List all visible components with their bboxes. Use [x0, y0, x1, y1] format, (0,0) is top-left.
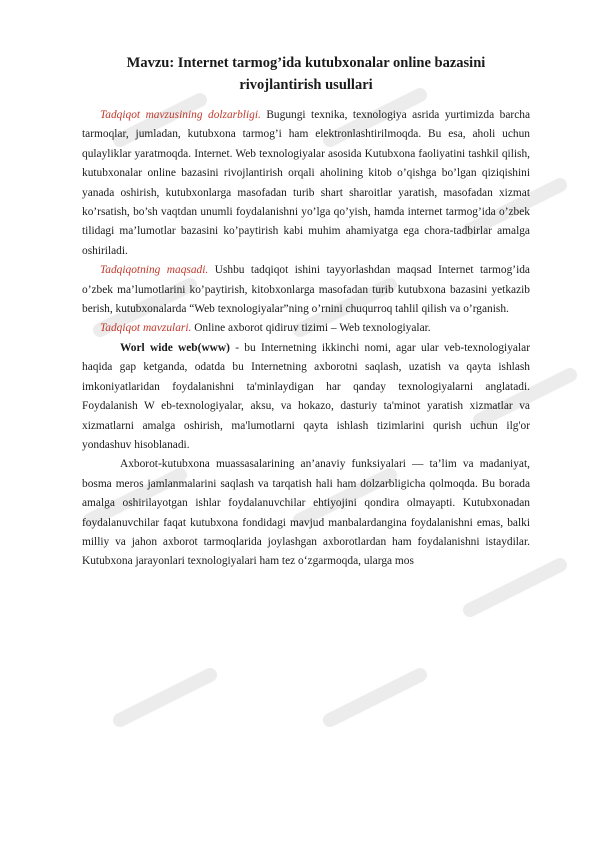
text-relevance: Bugungi texnika, texnologiya asrida yurtimizda barcha tarmoqlar, jumladan, kutubxona tarmog’i ham elektronlashtirilmoqda. Bu esa, aholi uchun qulayliklar yaratmoqda. Internet. Web texnologiyalar asosida Kutubxona faoliyatini tashkil qilish, kutubxonalar online bazasini rivojlantirish orqali aholining kitob o’qishga bo’lgan qiziqishini yanada oshirish, kutubxonlarga masofadan turib shart sharoitlar yaratish, masofadan xizmat ko’rsatish, bo’sh vaqtdan unumli foydalanishni yo’lga qo’yish, hamda internet tarmog’ida o’zbek tilidagi ma’lumotlar bazasini ko’paytirish kabi muhim ahamiyatga ega chora-tadbirlar amalga oshiriladi.	[82, 109, 531, 257]
paragraph-www	[82, 339, 530, 455]
document-title	[82, 52, 530, 96]
title-line-1: Mavzu: Internet tarmog’ida kutubxonalar online bazasini	[126, 55, 486, 71]
text-goal: Ushbu tadqiqot ishini tayyorlashdan maqsad Internet tarmog’ida o’zbek ma’lumotlarini ko’paytirish, kitobxonlarga masofadan turib kutubxona bazasini yetkazib berish, kutubxonalarda “Web texnologiyalar”ning o’rnini chuqurroq tahlil qilish va o’rganish.	[82, 264, 530, 316]
paragraph-relevance	[82, 106, 530, 261]
text-www: - bu Internetning ikkinchi nomi, agar ular veb-texnologiyalar haqida gap ketganda, odatda bu Internetning axborotni saqlash, uzatish va qayta ishlash imkoniyatlaridan foydalanishni ta'minlaydigan har qanday texnologiyalarni anglatadi. Foydalanish W eb-texnologiyalar, aksu, va hokazo, dasturiy ta'minot yaratish xizmatlar va xizmatlarni amalga oshirish, ma'lumotlarni qayta ishlash tizimlarini qurish uchun ilg'or yondashuv hisoblanadi.	[82, 341, 530, 451]
label-goal: Tadqiqotning maqsadi.	[100, 264, 209, 277]
label-topics: Tadqiqot mavzulari.	[100, 322, 192, 335]
paragraph-library-functions	[82, 455, 530, 571]
label-relevance: Tadqiqot mavzusining dolzarbligi.	[100, 109, 261, 121]
paragraph-topics	[82, 319, 530, 338]
term-www: Worl wide web(www)	[120, 341, 230, 354]
text-topics: Online axborot qidiruv tizimi – Web texnologiyalar.	[191, 322, 431, 335]
document-body	[82, 52, 530, 572]
text-library-functions: Axborot-kutubxona muassasalarining an’anaviy funksiyalari — ta’lim va madaniyat, bosma meros jamlanmalarini saqlash va tarqatish hali ham dolzarbligicha qolmoqda. Bu borada amalga oshirilayotgan ishlar foydalanuvchilar ehtiyojini qondira olmayapti. Kutubxonadan foydalanuvchilar faqat kutubxona fondidagi mavjud manbalardangina foydalanishni emas, balki milliy va jahon axborot tarmoqlarida joylashgan axborotlardan ham foydalanishni istaydilar. Kutubxona jarayonlari texnologiyalari ham tez o‘zgarmoqda, ularga mos	[82, 458, 530, 568]
title-line-2: rivojlantirish usullari	[239, 77, 373, 93]
paragraph-goal	[82, 261, 530, 319]
